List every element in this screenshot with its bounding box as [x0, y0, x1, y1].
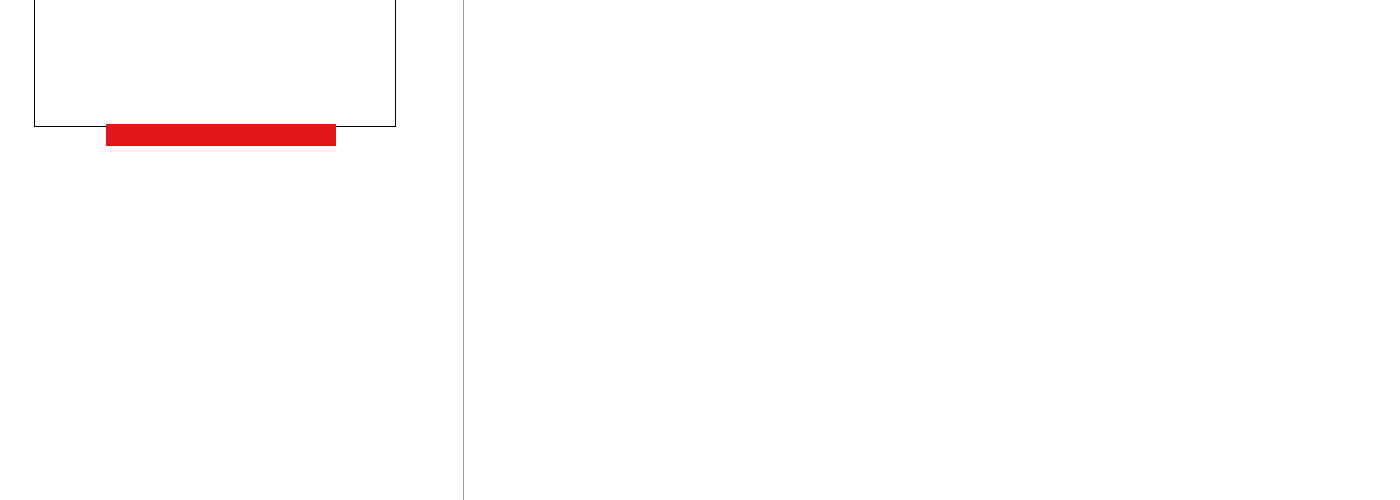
pizza-2-menu-page: [468, 0, 908, 500]
appetizers-box: [34, 0, 396, 127]
trios-combos-banner: [106, 124, 336, 146]
page-divider: [463, 0, 464, 500]
pizza-1-menu-page: [916, 0, 1400, 500]
left-menu-page: [0, 0, 460, 500]
